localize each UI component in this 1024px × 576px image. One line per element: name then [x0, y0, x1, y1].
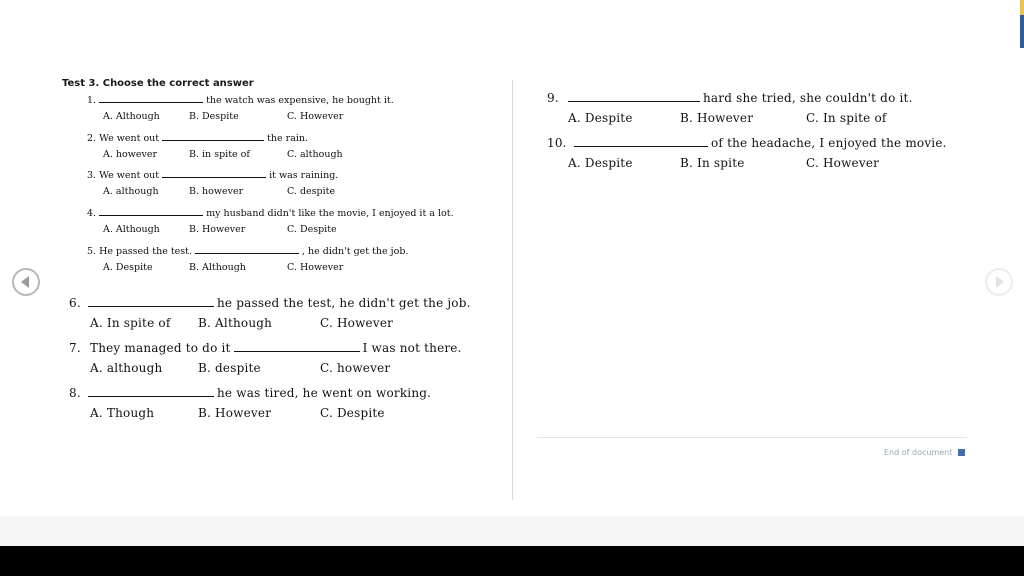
option-b[interactable]: B. despite: [198, 361, 261, 375]
answer-blank[interactable]: [99, 101, 203, 103]
chevron-left-icon: [21, 276, 29, 288]
option-b[interactable]: B. However: [189, 224, 246, 235]
answer-blank[interactable]: [234, 350, 360, 352]
option-b[interactable]: B. However: [198, 406, 272, 420]
accent-bar-blue: [1020, 15, 1024, 48]
end-separator: [537, 437, 967, 438]
question-9: 9. hard she tried, she couldn't do it. A. Despite B. However C. In spite of: [547, 91, 913, 125]
option-b[interactable]: B. however: [189, 186, 244, 197]
option-c[interactable]: C. Despite: [287, 224, 337, 235]
option-c[interactable]: C. However: [287, 111, 344, 122]
viewer-footer: [0, 516, 1024, 546]
option-b[interactable]: B. Although: [198, 316, 273, 330]
option-a[interactable]: A. although: [90, 361, 163, 375]
answer-blank[interactable]: [568, 100, 700, 102]
option-a[interactable]: A. Despite: [568, 156, 633, 170]
test-title: Test 3. Choose the correct answer: [62, 78, 254, 89]
end-marker-icon: [958, 449, 965, 456]
option-a[interactable]: A. although: [103, 186, 159, 197]
answer-blank[interactable]: [162, 176, 266, 178]
question-5: 5. He passed the test. , he didn't get the job. A. Despite B. Although C. However: [87, 246, 409, 273]
option-c[interactable]: C. although: [287, 149, 343, 160]
question-4: 4. my husband didn't like the movie, I enjoyed it a lot. A. Although B. However C. Despite: [87, 208, 454, 235]
option-c[interactable]: C. However: [287, 262, 344, 273]
option-c[interactable]: C. Despite: [320, 406, 385, 420]
option-a[interactable]: A. Although: [103, 224, 160, 235]
option-c[interactable]: C. However: [320, 316, 394, 330]
option-c[interactable]: C. despite: [287, 186, 336, 197]
option-c[interactable]: C. however: [320, 361, 391, 375]
answer-blank[interactable]: [88, 395, 214, 397]
option-b[interactable]: B. In spite: [680, 156, 745, 170]
question-8: 8. he was tired, he went on working. A. Though B. However C. Despite: [69, 386, 432, 420]
option-a[interactable]: A. In spite of: [90, 316, 171, 330]
question-10: 10. of the headache, I enjoyed the movie. A. Despite B. In spite C. However: [547, 136, 947, 170]
question-6: 6. he passed the test, he didn't get the job. A. In spite of B. Although C. However: [69, 296, 471, 330]
answer-blank[interactable]: [88, 305, 214, 307]
end-of-document-label: End of document: [884, 448, 953, 457]
option-b[interactable]: B. Despite: [189, 111, 239, 122]
question-2: 2. We went out the rain. A. however B. in spite of C. although: [87, 133, 343, 160]
answer-blank[interactable]: [195, 252, 299, 254]
chevron-right-icon: [996, 276, 1004, 288]
question-7: 7. They managed to do it I was not there. A. although B. despite C. however: [69, 341, 462, 375]
question-3: 3. We went out it was raining. A. although B. however C. despite: [87, 170, 339, 197]
answer-blank[interactable]: [574, 145, 708, 147]
option-b[interactable]: B. However: [680, 111, 754, 125]
option-a[interactable]: A. Although: [103, 111, 160, 122]
prev-page-button[interactable]: [12, 268, 40, 296]
question-1: 1. the watch was expensive, he bought it. A. Although B. Despite C. However: [87, 95, 394, 122]
answer-blank[interactable]: [99, 214, 203, 216]
option-a[interactable]: A. Despite: [568, 111, 633, 125]
option-a[interactable]: A. Despite: [103, 262, 153, 273]
answer-blank[interactable]: [162, 139, 264, 141]
option-b[interactable]: B. Although: [189, 262, 246, 273]
column-divider: [512, 80, 513, 500]
next-page-button[interactable]: [985, 268, 1013, 296]
option-b[interactable]: B. in spite of: [189, 149, 250, 160]
option-c[interactable]: C. However: [806, 156, 880, 170]
option-a[interactable]: A. Though: [90, 406, 155, 420]
option-c[interactable]: C. In spite of: [806, 111, 887, 125]
option-a[interactable]: A. however: [103, 149, 158, 160]
viewer-bottom-bar: [0, 546, 1024, 576]
